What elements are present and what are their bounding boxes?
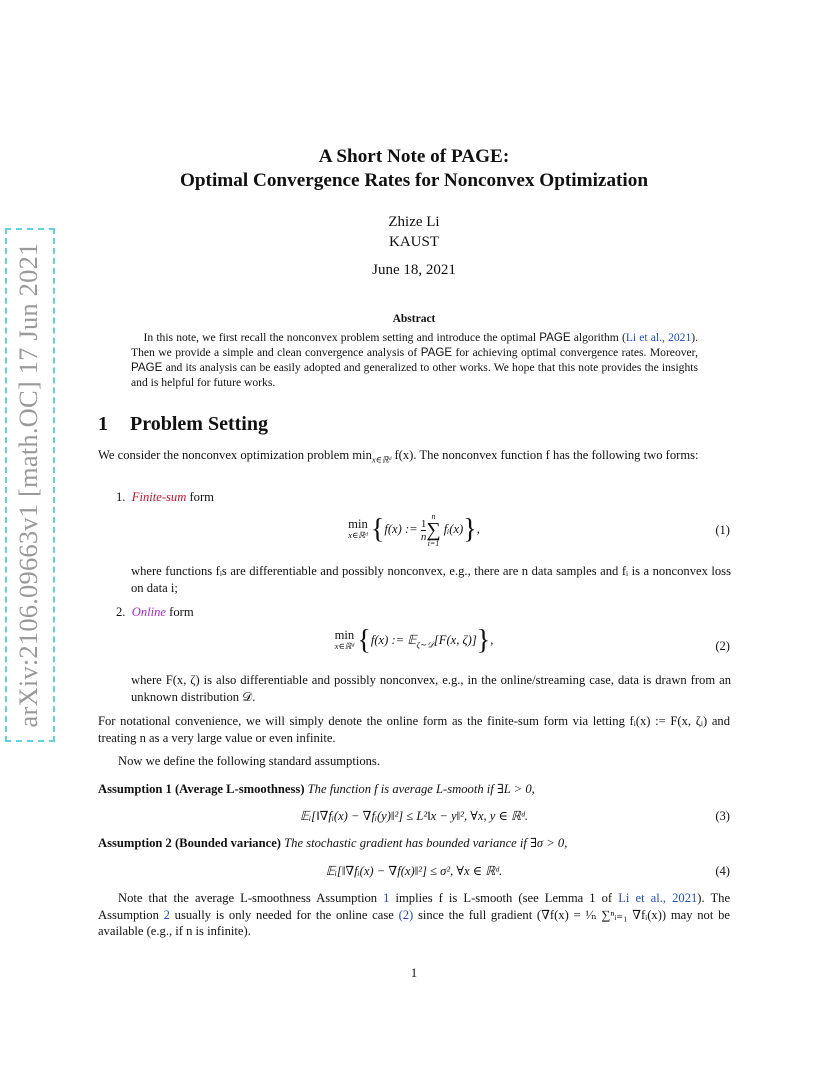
- section-heading: [98, 411, 268, 437]
- title-line-2: Optimal Convergence Rates for Nonconvex Optimization: [179, 170, 649, 191]
- assumptions-intro: Now we define the following standard assumptions.: [118, 754, 380, 768]
- algo-name: PAGE: [131, 361, 163, 374]
- list-item-finite-sum: [116, 489, 214, 506]
- eq-text: f(x) :=: [384, 521, 418, 536]
- abstract-body: In this note, we first recall the nonconvex problem setting and introduce the optimal PAGE algorithm (Li et al., 2021). Then we provide a simple and clean convergence analysis of PAGE for achieving optimal convergence rates. Moreover, PAGE and its analysis can be easily adopted and generalized to other works. We hope that this note provides the insights and is helpful for future works.: [131, 331, 699, 389]
- intro-text: We consider the nonconvex optimization problem min: [98, 448, 372, 462]
- intro-text: f(x). The nonconvex function f has the following two forms:: [391, 448, 699, 462]
- assumption-2-label: Assumption 2 (Bounded variance): [98, 836, 281, 850]
- equation-3-body: 𝔼ᵢ[‖∇fᵢ(x) − ∇fᵢ(y)‖²] ≤ L²‖x − y‖², ∀x, y ∈ ℝᵈ.: [300, 809, 528, 823]
- sum-top: n: [431, 512, 436, 521]
- equation-2-body: min x∈ℝᵈ {f(x) := 𝔼$_{\zeta\sim 𝒟}$[F(x, ζ)]},: [334, 625, 494, 656]
- equation-1-body: min x∈ℝᵈ {f(x) := $\frac{1}{n}$ n ∑ i=1 fᵢ(x)},: [348, 512, 480, 548]
- eq-subscript: ζ∼𝒟: [416, 639, 434, 650]
- note-text: implies f is L-smooth (see Lemma 1 of: [395, 891, 613, 905]
- equation-1: [98, 512, 730, 552]
- eq-text: f(x) := 𝔼: [370, 632, 417, 647]
- min-label: min: [348, 517, 368, 531]
- section-number: 1: [98, 413, 108, 435]
- frac-den: n: [420, 530, 427, 543]
- page-number: 1: [410, 966, 418, 980]
- equation-4: [98, 863, 730, 883]
- assumption-ref-link[interactable]: 2: [163, 907, 170, 922]
- note-text: ). The Assumption: [98, 891, 731, 922]
- list-item-online: [116, 604, 194, 621]
- citation-link[interactable]: Li et al., 2021: [625, 331, 692, 344]
- note-paragraph: [98, 890, 730, 940]
- abstract-text: ). Then we provide a simple and clean convergence analysis of: [131, 331, 699, 359]
- equation-number: (1): [715, 523, 730, 537]
- equation-number: (3): [715, 809, 730, 823]
- title-line-1: A Short Note of PAGE:: [318, 146, 510, 167]
- item-text: form: [186, 490, 214, 504]
- intro-paragraph: [98, 447, 730, 468]
- note-text: Note that the average L-smoothness Assumption: [118, 891, 378, 905]
- arxiv-side-stamp: arXiv:2106.09663v1 [math.OC] 17 Jun 2021: [5, 228, 55, 742]
- item-text: form: [166, 605, 194, 619]
- author-block: [0, 212, 828, 252]
- assumption-1: [98, 781, 730, 798]
- item-1-description: where functions fᵢs are differentiable and possibly nonconvex, e.g., there are n data samples and fᵢ is a nonconvex loss on data i;: [131, 564, 731, 595]
- min-subscript: x∈ℝᵈ: [348, 530, 368, 540]
- citation-link[interactable]: Li et al.,: [618, 891, 667, 905]
- equation-2: [98, 625, 730, 670]
- sum-operator: n ∑ i=1: [426, 512, 441, 548]
- eq-text: fᵢ(x): [443, 521, 464, 536]
- abstract-text: for achieving optimal convergence rates. Moreover,: [455, 346, 698, 359]
- online-link[interactable]: Online: [131, 605, 167, 619]
- list-marker: 2.: [116, 605, 126, 619]
- note-text: since the full gradient (∇f(x) =: [417, 907, 581, 922]
- abstract-text: In this note, we first recall the nonconvex problem setting and introduce the optimal: [143, 331, 537, 344]
- author-affiliation: KAUST: [388, 234, 439, 250]
- equation-number: (2): [715, 639, 730, 653]
- equation-ref-link[interactable]: (2): [398, 907, 414, 922]
- eq-text: [F(x, ζ)]: [433, 632, 477, 647]
- paper-title: [0, 145, 828, 193]
- algo-name: PAGE: [420, 346, 453, 359]
- sum-bottom: i=1: [427, 539, 440, 548]
- min-operator: [348, 519, 368, 541]
- frac-num: 1: [420, 517, 427, 530]
- assumption-1-label: Assumption 1 (Average L-smoothness): [98, 782, 305, 796]
- assumption-1-text: The function f is average L-smooth if ∃L > 0,: [307, 782, 535, 796]
- assumption-2-text: The stochastic gradient has bounded variance if ∃σ > 0,: [284, 836, 568, 850]
- algo-name: PAGE: [539, 331, 571, 344]
- notation-paragraph: For notational convenience, we will simply denote the online form as the finite-sum form via letting fᵢ(x) := F(x, ζᵢ) and treating n as a very large value or even infinite.: [98, 714, 730, 745]
- intro-subscript: x∈ℝᵈ: [371, 454, 392, 465]
- abstract-text: algorithm: [573, 331, 619, 344]
- assumption-ref-link[interactable]: 1: [383, 891, 390, 905]
- abstract-heading: Abstract: [392, 313, 436, 325]
- section-title: Problem Setting: [130, 413, 268, 435]
- citation-year-link[interactable]: 2021: [672, 891, 698, 905]
- min-label: min: [334, 628, 355, 642]
- note-text: ¹⁄ₙ ∑ⁿᵢ₌₁ ∇fᵢ(x)) may not be available (e.g., if n is infinite).: [98, 907, 730, 938]
- author-name: Zhize Li: [388, 214, 440, 230]
- item-2-description: where F(x, ζ) is also differentiable and possibly nonconvex, e.g., in the online/streaming case, data is drawn from an unknown distribution 𝒟.: [131, 673, 731, 704]
- abstract-text: and its analysis can be easily adopted and generalized to other works. We hope that this note provides the insights and is helpful for future works.: [131, 361, 698, 389]
- note-text: usually is only needed for the online case: [174, 907, 394, 922]
- min-subscript: x∈ℝᵈ: [334, 641, 355, 651]
- min-operator: [335, 630, 355, 652]
- equation-3: [98, 808, 730, 828]
- list-marker: 1.: [116, 490, 126, 504]
- equation-number: (4): [715, 864, 730, 878]
- finite-sum-link[interactable]: Finite-sum: [131, 490, 187, 504]
- assumption-2: [98, 835, 730, 852]
- equation-4-body: 𝔼ᵢ[‖∇fᵢ(x) − ∇f(x)‖²] ≤ σ², ∀x ∈ ℝᵈ.: [325, 864, 503, 878]
- paper-date: June 18, 2021: [372, 262, 456, 278]
